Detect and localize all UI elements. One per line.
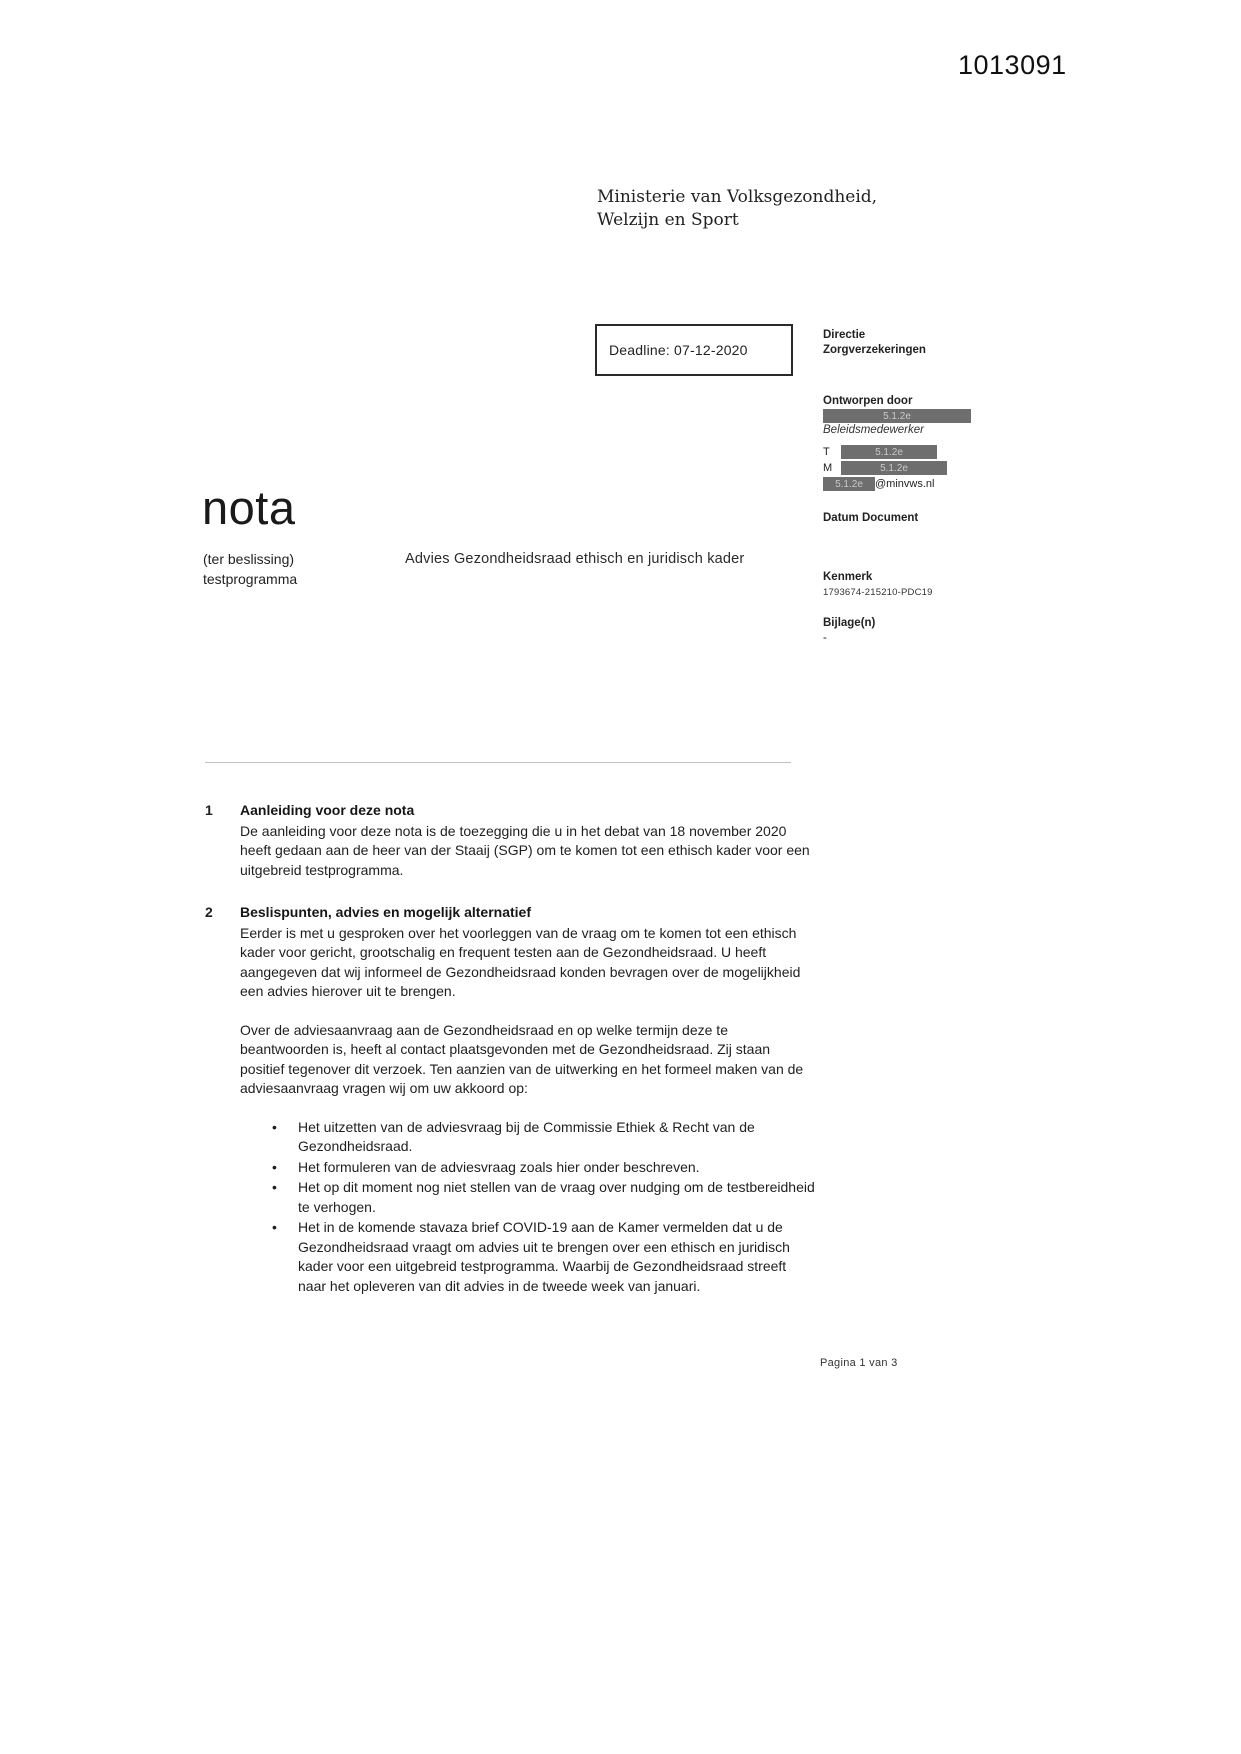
kenmerk-block: [823, 570, 1033, 600]
directie-value: Zorgverzekeringen: [823, 344, 926, 356]
phone-m-label: M: [823, 461, 833, 474]
document-title: Advies Gezondheidsraad ethisch en juridisch kader: [405, 551, 745, 567]
deadline-text: Deadline: 07-12-2020: [609, 342, 748, 358]
kenmerk-label: Kenmerk: [823, 571, 873, 583]
document-number: 1013091: [958, 50, 1067, 80]
ministry-header: [597, 186, 877, 232]
directie-block: [823, 328, 1033, 358]
email-suffix: @minvws.nl: [875, 477, 935, 490]
email-row: [823, 476, 1033, 492]
decision-bullet-list: [240, 1118, 815, 1297]
ministry-line-2: Welzijn en Sport: [597, 210, 739, 230]
section-2-heading: Beslispunten, advies en mogelijk alternatief: [240, 904, 531, 920]
ontworpen-label: Ontworpen door: [823, 395, 913, 407]
section-2-paragraph-2: Over de adviesaanvraag aan de Gezondheidsraad en op welke termijn deze te beantwoorden is, heeft al contact plaatsgevonden met de Gezondheidsraad. Zij staan positief tegenover dit verzoek. Ten aanzien van de uitwerking en het formeel maken van de adviesaanvraag vragen wij om uw akkoord op:: [240, 1021, 804, 1096]
nota-subtitle-line-1: (ter beslissing): [203, 551, 295, 567]
nota-title: nota: [202, 481, 296, 534]
section-2: [205, 903, 815, 1297]
redaction-bar-phone-m: 5.1.2e: [841, 461, 947, 475]
section-2-paragraph-1: Eerder is met u gesproken over het voorleggen van de vraag om te komen tot een ethisch kader voor gericht, grootschalig en frequent testen aan de Gezondheidsraad. U heeft aangegeven dat wij informeel de Gezondheidsraad konden bevragen over de mogelijkheid een advies hierover uit te brengen.: [240, 924, 801, 999]
ontworpen-block: [823, 394, 1033, 438]
section-2-number: 2: [205, 904, 213, 920]
section-1: [205, 801, 815, 880]
bullet-item-2: • Het formuleren van de adviesvraag zoals hier onder beschreven.: [240, 1158, 815, 1178]
phone-row-t: [823, 444, 1033, 460]
phone-row-m: [823, 460, 1033, 476]
section-1-number: 1: [205, 802, 213, 818]
redaction-bar-email: 5.1.2e: [823, 477, 875, 491]
kenmerk-value: 1793674-215210-PDC19: [823, 587, 933, 598]
document-body: [205, 801, 815, 1320]
ministry-line-1: Ministerie van Volksgezondheid,: [597, 187, 878, 207]
role-text: Beleidsmedewerker: [823, 424, 924, 436]
nota-subtitle-line-2: testprogramma: [203, 571, 298, 587]
redaction-bar-name: 5.1.2e: [823, 409, 971, 423]
metadata-column: [823, 328, 1033, 646]
redaction-bar-phone-t: 5.1.2e: [841, 445, 937, 459]
bullet-item-3: • Het op dit moment nog niet stellen van de vraag over nudging om de testbereidheid te verhogen.: [240, 1178, 815, 1217]
datum-label: Datum Document: [823, 512, 919, 524]
nota-subtitle: [203, 549, 297, 589]
horizontal-divider: [205, 762, 791, 763]
bijlage-block: [823, 616, 1033, 646]
section-1-paragraph-1: De aanleiding voor deze nota is de toezegging die u in het debat van 18 november 2020 heeft gedaan aan de heer van der Staaij (SGP) om te komen tot een ethisch kader voor een uitgebreid testprogramma.: [240, 822, 810, 878]
bullet-item-1: • Het uitzetten van de adviesvraag bij de Commissie Ethiek & Recht van de Gezondheidsraad.: [240, 1118, 815, 1157]
datum-block: [823, 511, 1033, 526]
bijlage-label: Bijlage(n): [823, 617, 876, 629]
deadline-box: [595, 324, 793, 376]
page-footer: Pagina 1 van 3: [820, 1357, 898, 1369]
bijlage-value: -: [823, 632, 827, 644]
bullet-item-4: • Het in de komende stavaza brief COVID-19 aan de Kamer vermelden dat u de Gezondheidsraad vraagt om advies uit te brengen over een ethisch en juridisch kader voor een uitgebreid testprogramma. Waarbij de Gezondheidsraad streeft naar het opleveren van dit advies in de tweede week van januari.: [240, 1218, 815, 1296]
section-1-heading: Aanleiding voor deze nota: [240, 802, 415, 818]
contact-block: [823, 444, 1033, 492]
phone-t-label: T: [823, 445, 830, 458]
directie-label: Directie: [823, 329, 866, 341]
